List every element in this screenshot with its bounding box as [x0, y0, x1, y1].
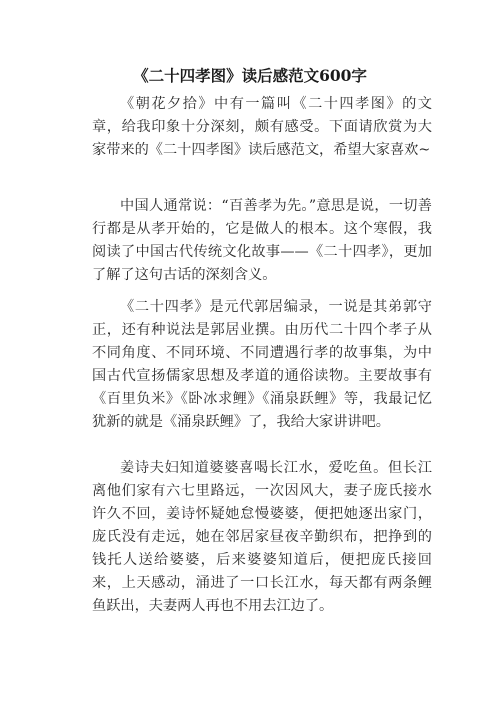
document-title: 《二十四孝图》读后感范文600字	[133, 66, 367, 85]
paragraph-intro: 《朝花夕拾》中有一篇叫《二十四孝图》的文章，给我印象十分深刻，颇有感受。下面请欣赏为大家带来的《二十四孝图》读后感范文，希望大家喜欢~	[92, 96, 432, 158]
paragraph-filial-piety: 中国人通常说：“百善孝为先。”意思是说，一切善行都是从孝开始的，它是做人的根本。这个寒假，我阅读了中国古代传统文化故事——《二十四孝》，更加了解了这句古话的深刻含义。	[92, 198, 432, 283]
paragraph-story: 姜诗夫妇知道婆婆喜喝长江水，爱吃鱼。但长江离他们家有六七里路远，一次因风大，妻子庞氏接水许久不回，姜诗怀疑她怠慢婆婆，便把她逐出家门，庞氏没有走远，她在邻居家昼夜辛勤织布，把挣到的钱托人送给婆婆，后来婆婆知道后，便把庞氏接回来，上天感动，涌进了一口长江水，每天都有两条鲤鱼跃出，夫妻两人再也不用去江边了。	[92, 460, 432, 614]
paragraph-book-origin: 《二十四孝》是元代郭居编录，一说是其弟郭守正，还有种说法是郭居业撰。由历代二十四个孝子从不同角度、不同环境、不同遭遇行孝的故事集，为中国古代宣扬儒家思想及孝道的通俗读物。主要故事有《百里负米》《卧冰求鲤》《涌泉跃鲤》等，我最记忆犹新的就是《涌泉跃鲤》了，我给大家讲讲吧。	[92, 299, 432, 430]
